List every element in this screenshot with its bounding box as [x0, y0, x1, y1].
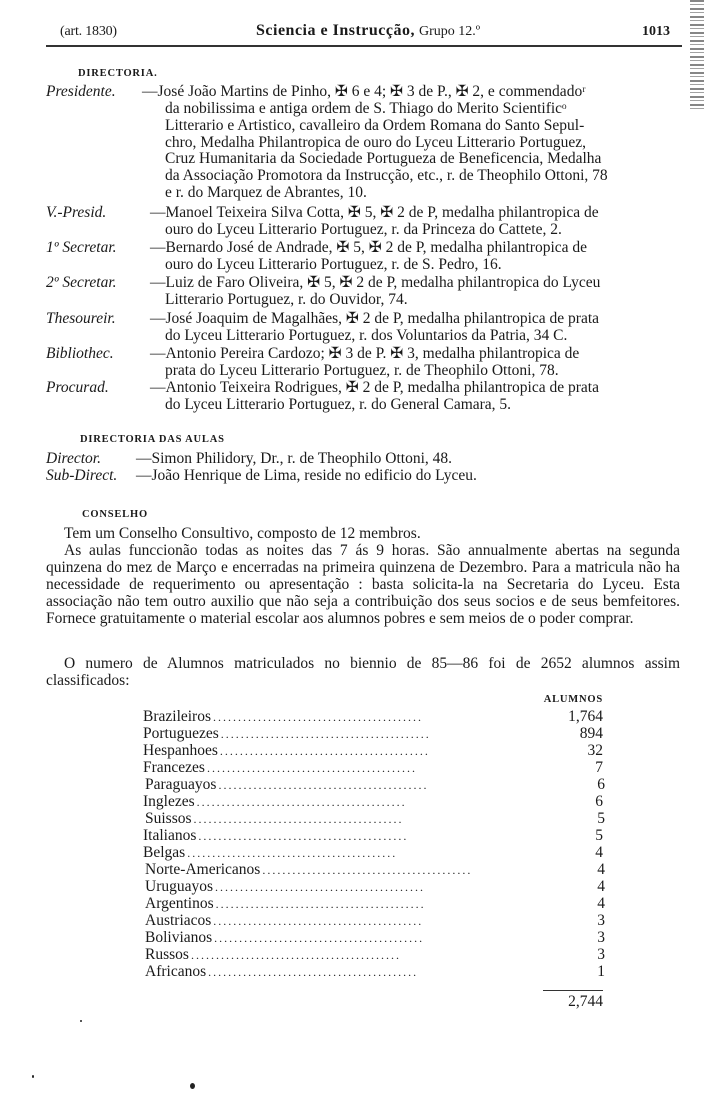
leader-dots: ..........................................: [213, 710, 424, 724]
table-row: [143, 793, 603, 810]
table-row: [143, 827, 603, 844]
table-row: [145, 776, 605, 793]
entry-role: 1º Secretar.: [46, 239, 117, 256]
entry-role: Presidente.: [46, 83, 116, 100]
row-value: 3: [597, 946, 605, 963]
header-title-bold: Sciencia e Instrucção,: [256, 22, 415, 39]
entry-presidente: [46, 84, 680, 204]
entry-line: —Antonio Pereira Cardozo; ✠ 3 de P. ✠ 3, medalha philantropica de: [150, 345, 580, 362]
leader-dots: ..........................................: [213, 914, 424, 928]
entry-line: e r. do Marquez de Abrantes, 10.: [165, 183, 367, 201]
table-row: [145, 878, 605, 895]
table-row: [143, 759, 603, 776]
table-row: [143, 742, 603, 759]
section-title-directoria: DIRECTORIA.: [78, 68, 158, 79]
table-total: 2,744: [568, 993, 603, 1010]
table-row: [143, 844, 603, 861]
entry-line: do Lyceu Litterario Portuguez, r. do General Camara, 5.: [165, 396, 512, 413]
entry-line: —Simon Philidory, Dr., r. de Theophilo Ottoni, 48.: [136, 450, 453, 467]
entry-line: Litterario Portuguez, r. do Ouvidor, 74.: [165, 291, 408, 308]
row-value: 894: [579, 725, 603, 742]
entry-role: 2º Secretar.: [46, 274, 117, 291]
scan-edge-artifact: [690, 0, 704, 110]
entry-procurador: [46, 380, 680, 414]
row-value: 4: [597, 878, 605, 895]
header-title-rest: Grupo 12.º: [418, 24, 481, 39]
entry-line: ouro do Lyceu Litterario Portuguez, r. da Princeza do Cattete, 2.: [165, 221, 562, 238]
total-rule: [543, 990, 603, 991]
row-label: Paraguayos: [145, 776, 217, 793]
entry-line: —José Joaquim de Magalhães, ✠ 2 de P, medalha philantropica de prata: [150, 310, 600, 327]
leader-dots: ..........................................: [193, 812, 404, 826]
entry-2-secretario: [46, 275, 680, 309]
scan-speck: [80, 1020, 82, 1022]
leader-dots: ..........................................: [208, 965, 419, 979]
row-label: Argentinos: [145, 895, 214, 912]
scan-speck: [190, 1083, 195, 1089]
entry-line: —Luiz de Faro Oliveira, ✠ 5, ✠ 2 de P, medalha philantropica do Lyceu: [150, 274, 601, 291]
scan-speck: [32, 1075, 34, 1078]
header-title: [256, 22, 480, 40]
table-row: [145, 895, 605, 912]
entry-1-secretario: [46, 240, 680, 274]
entry-line: prata do Lyceu Litterario Portuguez, r. de Theophilo Ottoni, 78.: [165, 362, 559, 379]
row-value: 4: [595, 844, 603, 861]
row-value: 3: [597, 912, 605, 929]
row-value: 1: [597, 963, 605, 980]
leader-dots: ..........................................: [215, 897, 426, 911]
table-row: [145, 861, 605, 878]
leader-dots: ..........................................: [206, 761, 417, 775]
table-row: [145, 946, 605, 963]
leader-dots: ..........................................: [214, 931, 425, 945]
entry-line: do Lyceu Litterario Portuguez, r. dos Voluntarios da Patria, 34 C.: [165, 327, 568, 344]
table-row: [145, 912, 605, 929]
entry-director: [46, 451, 680, 468]
entry-role: Procurad.: [46, 379, 109, 396]
row-label: Brazileiros: [143, 708, 212, 725]
leader-dots: ..........................................: [262, 863, 473, 877]
row-value: 5: [597, 810, 605, 827]
entry-line: —João Henrique de Lima, reside no edificio do Lyceu.: [136, 467, 477, 484]
row-label: Hespanhoes: [143, 742, 218, 759]
header-rule: [46, 45, 682, 47]
entry-line: —Bernardo José de Andrade, ✠ 5, ✠ 2 de P, medalha philantropica de: [150, 239, 588, 256]
table-row: [143, 708, 603, 725]
row-label: Bolivianos: [145, 929, 213, 946]
row-label: Norte-Americanos: [145, 861, 261, 878]
row-label: Portuguezes: [143, 725, 219, 742]
entry-vice-presidente: [46, 205, 680, 239]
row-value: 4: [597, 861, 605, 878]
header-article-ref: (art. 1830): [60, 24, 117, 39]
table-row: [145, 810, 605, 827]
entry-line: Cruz Humanitaria da Sociedade Portugueza de Beneficencia, Medalha: [165, 150, 602, 168]
row-value: 4: [597, 895, 605, 912]
row-label: Uruguayos: [145, 878, 214, 895]
paragraph-aulas: As aulas funccionão todas as noites das 7 ás 9 horas. São annualmente abertas na segunda quinzena do mez de Março e encerradas na primeira quinzena de Dezembro. Para a matricula não ha necessidade de requerimento ou apresentação : basta solicita-la na Secretaria do Lyceu. Esta associação não tem outro auxilio que não seja a contribuição dos seus socios e de seus bemfeitores. Fornece gratuitamente o material escolar aos alumnos pobres e sem meios de o poder comprar.: [46, 542, 680, 627]
entry-line: Litterario e Artistico, cavalleiro da Ordem Romana do Santo Sepul-: [165, 116, 585, 134]
row-value: 5: [595, 827, 603, 844]
paragraph-conselho-consultivo: Tem um Conselho Consultivo, composto de 12 membros.: [64, 525, 421, 542]
running-header: [46, 24, 678, 44]
row-label: Suissos: [145, 810, 192, 827]
entry-sub-director: [46, 468, 680, 485]
entry-role: Sub-Direct.: [46, 467, 118, 484]
row-value: 32: [587, 742, 603, 759]
row-label: Francezes: [143, 759, 205, 776]
leader-dots: ..........................................: [218, 778, 429, 792]
row-label: Russos: [145, 946, 189, 963]
paragraph-numero-alumnos: O numero de Alumnos matriculados no biennio de 85—86 foi de 2652 alumnos assim classificados:: [46, 655, 680, 689]
row-label: Inglezes: [143, 793, 195, 810]
entry-role: Bibliothec.: [46, 345, 114, 362]
table-row: [145, 929, 605, 946]
section-title-conselho: CONSELHO: [82, 509, 148, 520]
row-label: Belgas: [143, 844, 186, 861]
row-value: 3: [597, 929, 605, 946]
row-value: 1,764: [568, 708, 603, 725]
entry-role: Thesoureir.: [46, 310, 116, 327]
leader-dots: ..........................................: [220, 727, 431, 741]
row-label: Italianos: [143, 827, 197, 844]
table-row: [143, 725, 603, 742]
row-label: Africanos: [145, 963, 207, 980]
entry-line: da nobilissima e antiga ordem de S. Thiago do Merito Scientificᵒ: [165, 100, 567, 117]
table-row: [145, 963, 605, 980]
leader-dots: ..........................................: [190, 948, 401, 962]
entry-role: V.-Presid.: [46, 204, 107, 221]
leader-dots: ..........................................: [219, 744, 430, 758]
entry-role: Director.: [46, 450, 101, 467]
entry-bibliothecario: [46, 346, 680, 380]
leader-dots: ..........................................: [215, 880, 426, 894]
entry-line: —Antonio Teixeira Rodrigues, ✠ 2 de P, medalha philantropica de prata: [150, 379, 599, 396]
section-title-directoria-aulas: DIRECTORIA DAS AULAS: [80, 434, 225, 445]
row-value: 6: [595, 793, 603, 810]
row-value: 6: [597, 776, 605, 793]
leader-dots: ..........................................: [198, 829, 409, 843]
entry-line: ouro do Lyceu Litterario Portuguez, r. de S. Pedro, 16.: [165, 256, 502, 273]
entry-line: da Associação Promotora da Instrucção, etc., r. de Theophilo Ottoni, 78: [165, 167, 608, 185]
entry-thesoureiro: [46, 311, 680, 345]
row-value: 7: [595, 759, 603, 776]
page-number: 1013: [642, 24, 670, 39]
row-label: Austriacos: [145, 912, 212, 929]
entry-line: —Manoel Teixeira Silva Cotta, ✠ 5, ✠ 2 de P, medalha philantropica de: [150, 204, 599, 221]
leader-dots: ..........................................: [196, 795, 407, 809]
leader-dots: ..........................................: [187, 846, 398, 860]
table-column-header: ALUMNOS: [543, 694, 603, 705]
entry-line: —José João Martins de Pinho, ✠ 6 e 4; ✠ 3 de P., ✠ 2, e commendadoʳ: [142, 83, 586, 100]
entry-line: chro, Medalha Philantropica de ouro do Lyceu Litterario Portuguez,: [165, 133, 586, 151]
